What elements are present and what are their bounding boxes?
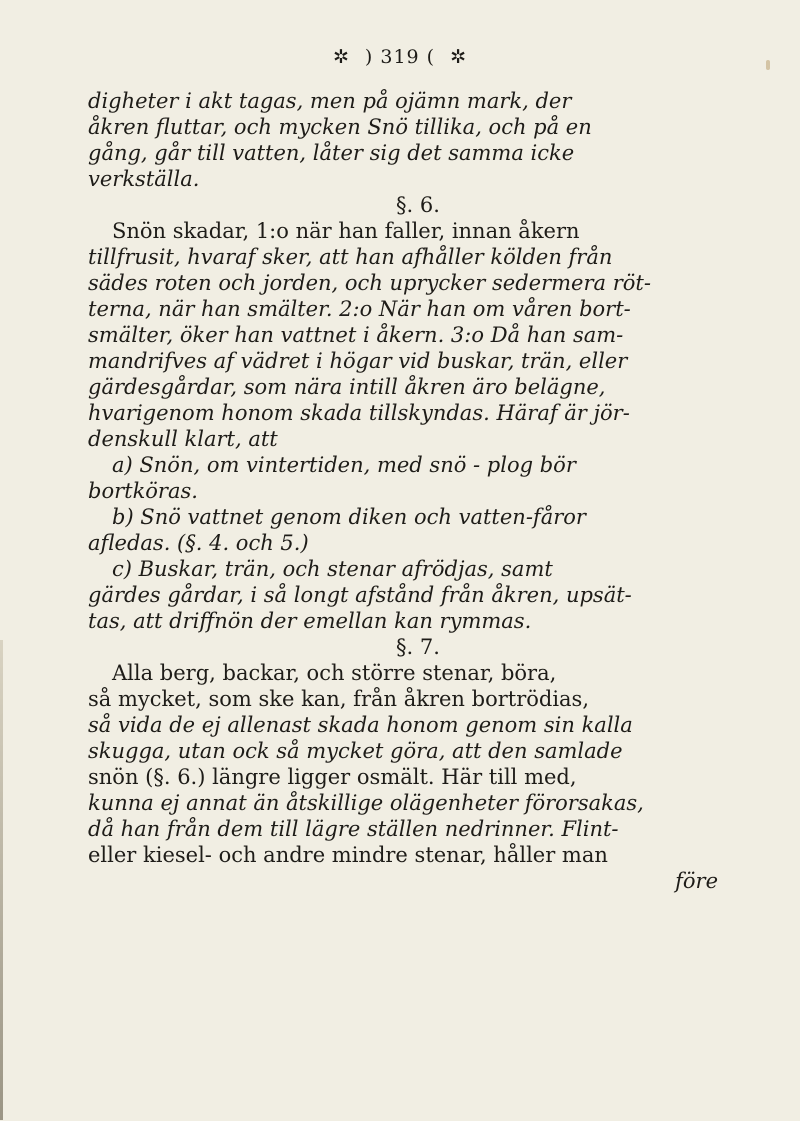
text-line: verkställa.	[88, 167, 200, 191]
list-item: a) Snön, om vintertiden, med snö - plog bör	[112, 453, 576, 477]
text-line: gärdesgårdar, som nära intill åkren äro belägne,	[88, 375, 606, 399]
list-item: c) Buskar, trän, och stenar afrödjas, samt	[112, 557, 553, 581]
text-line: kunna ej annat än åtskillige olägenheter förorsakas,	[88, 791, 644, 815]
text-line: tillfrusit, hvaraf sker, att han afhåller kölden från	[88, 245, 613, 269]
text-line: åkren fluttar, och mycken Snö tillika, och på en	[88, 115, 592, 139]
text-line: Alla berg, backar, och större stenar, böra,	[112, 661, 557, 685]
text-line: då han från dem till lägre ställen nedrinner. Flint-	[88, 817, 619, 841]
section-heading: §. 6.	[396, 193, 440, 217]
ornament-left-icon: ✲	[332, 46, 350, 68]
text-line: terna, när han smälter. 2:o När han om våren bort-	[88, 297, 631, 321]
text-line: Snön skadar, 1:o när han faller, innan åkern	[112, 219, 580, 243]
catchword: före	[675, 869, 718, 893]
body-text	[88, 88, 748, 894]
text-line: smälter, öker han vattnet i åkern. 3:o Då han sam-	[88, 323, 624, 347]
text-line: mandrifves af vädret i högar vid buskar, trän, eller	[88, 349, 628, 373]
list-item: b) Snö vattnet genom diken och vatten-fåror	[112, 505, 586, 529]
text-line: tas, att driffnön der emellan kan rymmas.	[88, 609, 532, 633]
text-line: sädes roten och jorden, och uprycker sedermera röt-	[88, 271, 651, 295]
text-line: digheter i akt tagas, men på ojämn mark, der	[88, 89, 572, 113]
text-line: eller kiesel- och andre mindre stenar, håller man	[88, 843, 608, 867]
text-line: afledas. (§. 4. och 5.)	[88, 531, 309, 555]
page-header	[0, 46, 800, 68]
ornament-right-icon: ✲	[450, 46, 468, 68]
text-line: så vida de ej allenast skada honom genom sin kalla	[88, 713, 633, 737]
text-line: snön (§. 6.) längre ligger osmält. Här till med,	[88, 765, 577, 789]
text-line: skugga, utan ock så mycket göra, att den samlade	[88, 739, 623, 763]
section-heading: §. 7.	[396, 635, 440, 659]
text-line: hvarigenom honom skada tillskyndas. Häraf är jör-	[88, 401, 630, 425]
text-line: gärdes gårdar, i så longt afstånd från åkren, upsät-	[88, 583, 632, 607]
page-number: ) 319 (	[364, 46, 436, 68]
text-line: denskull klart, att	[88, 427, 278, 451]
page-edge	[0, 640, 3, 1120]
text-line: så mycket, som ske kan, från åkren bortrödias,	[88, 687, 590, 711]
text-line: gång, går till vatten, låter sig det samma icke	[88, 141, 575, 165]
text-line: bortköras.	[88, 479, 198, 503]
